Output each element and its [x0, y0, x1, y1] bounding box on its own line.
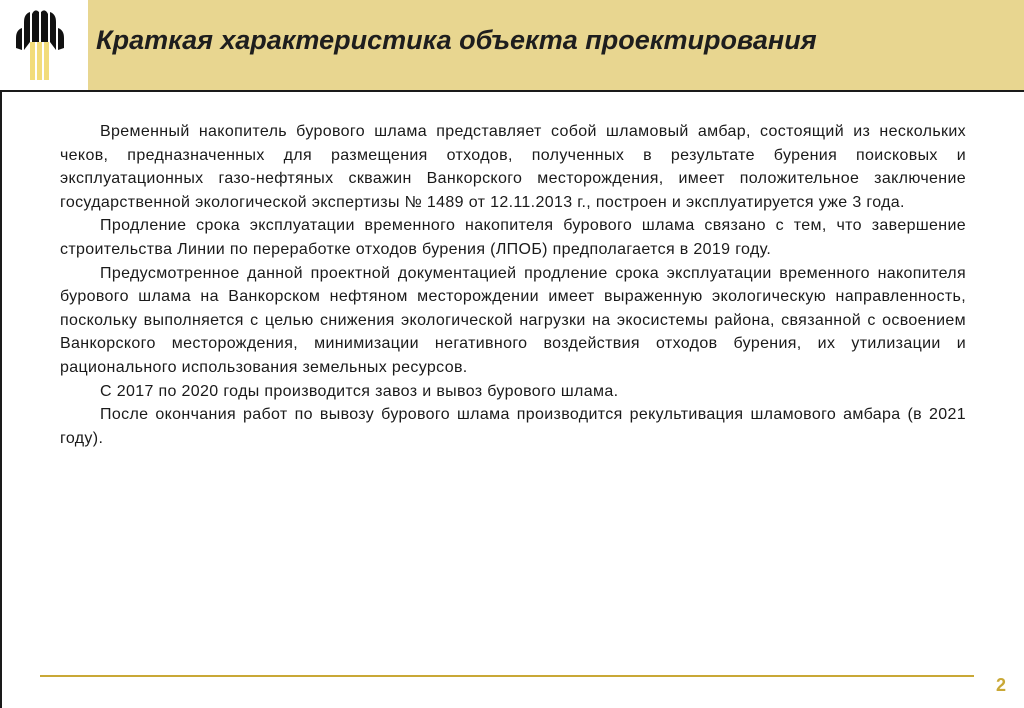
paragraph: Продление срока эксплуатации временного накопителя бурового шлама связано с тем, что завершение строительства Линии по переработке отходов бурения (ЛПОБ) предполагается в 2019 году.	[60, 217, 966, 258]
body-text	[60, 120, 966, 450]
logo	[0, 0, 88, 90]
header-bar	[88, 0, 1024, 90]
paragraph: С 2017 по 2020 годы производится завоз и вывоз бурового шлама.	[100, 382, 619, 400]
page-number: 2	[995, 675, 1006, 695]
paragraph: Временный накопитель бурового шлама представляет собой шламовый амбар, состоящий из нескольких чеков, предназначенных для размещения отходов, полученных в результате бурения поисковых и эксплуатационных газо-нефтяных скважин Ванкорского месторождения, имеет положительное заключение государственной экологической экспертизы № 1489 от 12.11.2013 г., построен и эксплуатируется уже 3 года.	[60, 123, 966, 211]
paragraph: Предусмотренное данной проектной документацией продление срока эксплуатации временного накопителя бурового шлама на Ванкорском нефтяном месторождении имеет выраженную экологическую направленность, поскольку выполняется с целью снижения экологической нагрузки на экосистемы района, связанной с освоением Ванкорского месторождения, минимизации негативного воздействия отходов бурения, их утилизации и рационального использования земельных ресурсов.	[60, 264, 966, 376]
page-title: Краткая характеристика объекта проектирования	[96, 25, 817, 55]
paragraph: После окончания работ по вывозу бурового шлама производится рекультивация шламового амбара (в 2021 году).	[60, 406, 966, 447]
rosneft-logo-icon	[0, 0, 88, 90]
footer-divider	[40, 675, 974, 677]
